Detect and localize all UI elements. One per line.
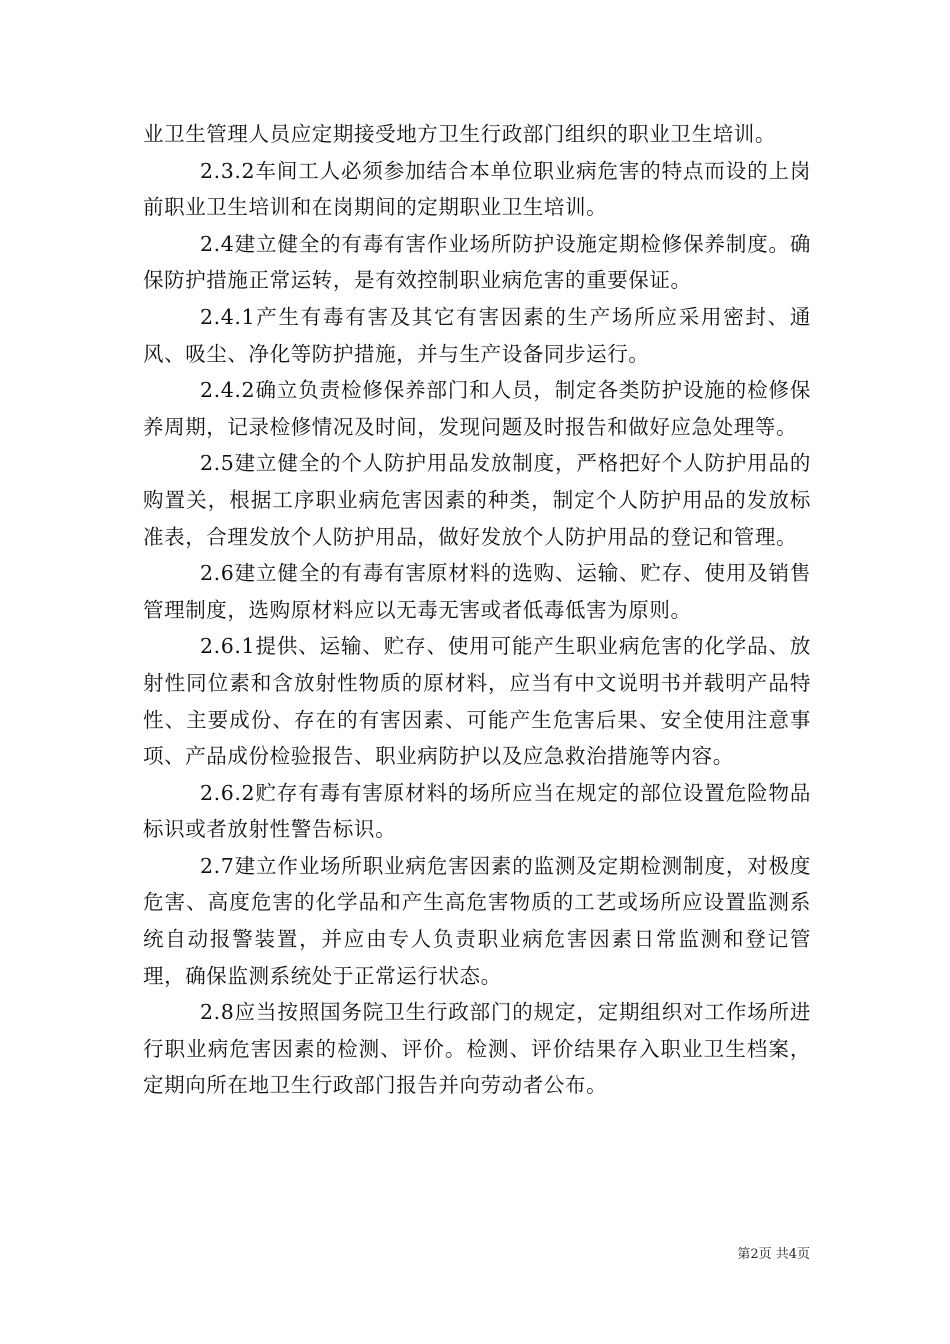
paragraph-2-3-2: 2.3.2车间工人必须参加结合本单位职业病危害的特点而设的上岗前职业卫生培训和在岗期间的定期职业卫生培训。 — [143, 158, 811, 220]
paragraph-2-4-1: 2.4.1产生有毒有害及其它有害因素的生产场所应采用密封、通风、吸尘、净化等防护措施，并与生产设备同步运行。 — [143, 304, 811, 366]
paragraph-2-8: 2.8应当按照国务院卫生行政部门的规定，定期组织对工作场所进行职业病危害因素的检测、评价。检测、评价结果存入职业卫生档案，定期向所在地卫生行政部门报告并向劳动者公布。 — [143, 1000, 811, 1098]
paragraph-2-7: 2.7建立作业场所职业病危害因素的监测及定期检测制度，对极度危害、高度危害的化学品和产生高危害物质的工艺或场所应设置监测系统自动报警装置，并应由专人负责职业病危害因素日常监测和登记管理，确保监测系统处于正常运行状态。 — [143, 853, 811, 988]
page-number-footer: 第2页 共4页 — [737, 1247, 810, 1262]
paragraph-2-6: 2.6建立健全的有毒有害原材料的选购、运输、贮存、使用及销售管理制度，选购原材料应以无毒无害或者低毒低害为原则。 — [143, 561, 811, 622]
paragraph-2-6-1: 2.6.1提供、运输、贮存、使用可能产生职业病危害的化学品、放射性同位素和含放射性物质的原材料，应当有中文说明书并载明产品特性、主要成份、存在的有害因素、可能产生危害后果、安全使用注意事项、产品成份检验报告、职业病防护以及应急救治措施等内容。 — [143, 634, 811, 769]
paragraph-2-4-2: 2.4.2确立负责检修保养部门和人员，制定各类防护设施的检修保养周期，记录检修情况及时间，发现问题及时报告和做好应急处理等。 — [143, 378, 811, 439]
paragraph-2-6-2: 2.6.2贮存有毒有害原材料的场所应当在规定的部位设置危险物品标识或者放射性警告标识。 — [143, 780, 811, 842]
paragraph-continuation: 业卫生管理人员应定期接受地方卫生行政部门组织的职业卫生培训。 — [143, 122, 776, 146]
paragraph-2-5: 2.5建立健全的个人防护用品发放制度，严格把好个人防护用品的购置关，根据工序职业病危害因素的种类，制定个人防护用品的发放标准表，合理发放个人防护用品，做好发放个人防护用品的登记和管理。 — [143, 451, 811, 549]
document-body — [143, 116, 811, 1104]
paragraph-2-4: 2.4建立健全的有毒有害作业场所防护设施定期检修保养制度。确保防护措施正常运转，是有效控制职业病危害的重要保证。 — [143, 231, 811, 293]
